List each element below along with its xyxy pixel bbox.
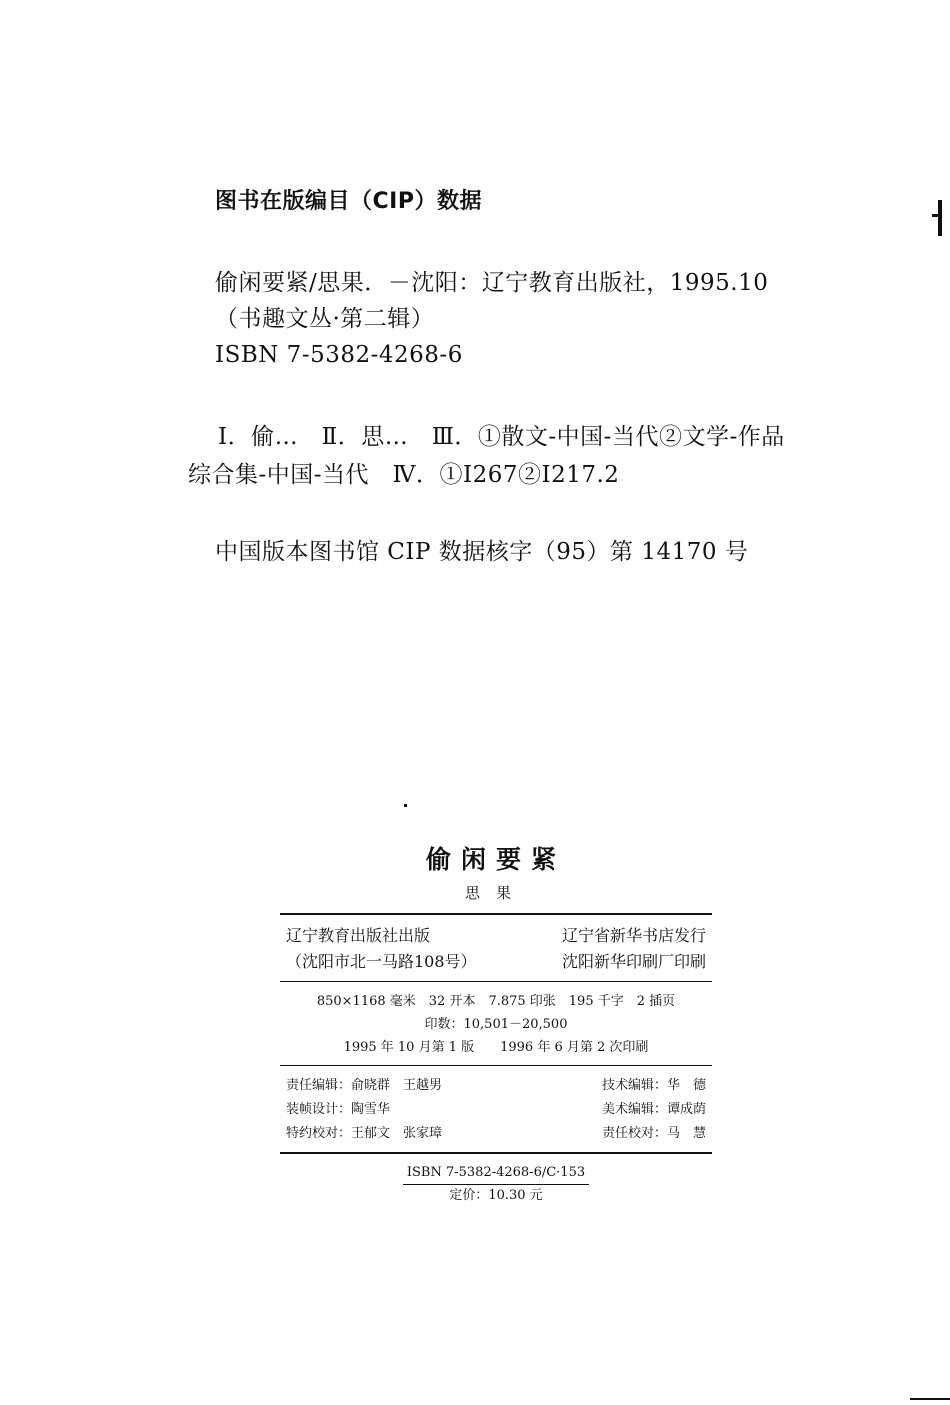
cip-heading: 图书在版编目（CIP）数据	[215, 189, 482, 214]
specs-line: 850×1168 毫米 32 开本 7.875 印张 195 千字 2 插页	[316, 994, 676, 1009]
staff-entry: 技术编辑：华 德	[601, 1078, 706, 1093]
print-count: 印数：10,501－20,500	[424, 1017, 568, 1032]
staff-block	[280, 1066, 712, 1152]
staff-entry: 责任编辑：俞晓群 王越男	[286, 1078, 443, 1093]
publisher-address: （沈阳市北一马路108号）	[286, 952, 477, 971]
distributor: 辽宁省新华书店发行	[561, 926, 706, 945]
isbn-full: ISBN 7-5382-4268-6/C·153	[403, 1162, 589, 1185]
isbn-block	[280, 1154, 712, 1207]
scan-mark	[932, 214, 940, 217]
publisher-block	[280, 915, 712, 981]
colophon	[280, 840, 712, 1207]
scan-mark	[938, 200, 942, 236]
cip-record-number: 中国版本图书馆 CIP 数据核字（95）第 14170 号	[215, 539, 749, 565]
cip-series-line: （书趣文丛·第二辑）	[215, 306, 435, 332]
scan-dot	[404, 804, 407, 807]
cip-isbn-line: ISBN 7-5382-4268-6	[215, 342, 463, 368]
printer: 沈阳新华印刷厂印刷	[561, 952, 706, 971]
cip-title-line: 偷闲要紧/思果．－沈阳：辽宁教育出版社，1995.10	[215, 270, 769, 296]
staff-entry: 特约校对：王郁文 张家璋	[286, 1126, 443, 1141]
specs-block	[280, 982, 712, 1065]
scan-mark	[910, 1398, 950, 1400]
staff-entry: 美术编辑：谭成荫	[601, 1102, 706, 1117]
publisher: 辽宁教育出版社出版	[286, 926, 431, 945]
price: 定价：10.30 元	[449, 1188, 543, 1203]
editions: 1995 年 10 月第 1 版 1996 年 6 月第 2 次印刷	[343, 1040, 649, 1055]
book-author: 思果	[464, 884, 527, 902]
cip-subject-line-2: 综合集-中国-当代 Ⅳ．①Ⅰ267②Ⅰ217.2	[188, 462, 620, 488]
book-title: 偷闲要紧	[425, 845, 566, 874]
staff-entry: 装帧设计：陶雪华	[286, 1102, 391, 1117]
staff-entry: 责任校对：马 慧	[601, 1126, 706, 1141]
cip-subject-line-1: Ⅰ．偷… Ⅱ．思… Ⅲ．①散文-中国-当代②文学-作品	[218, 424, 785, 450]
